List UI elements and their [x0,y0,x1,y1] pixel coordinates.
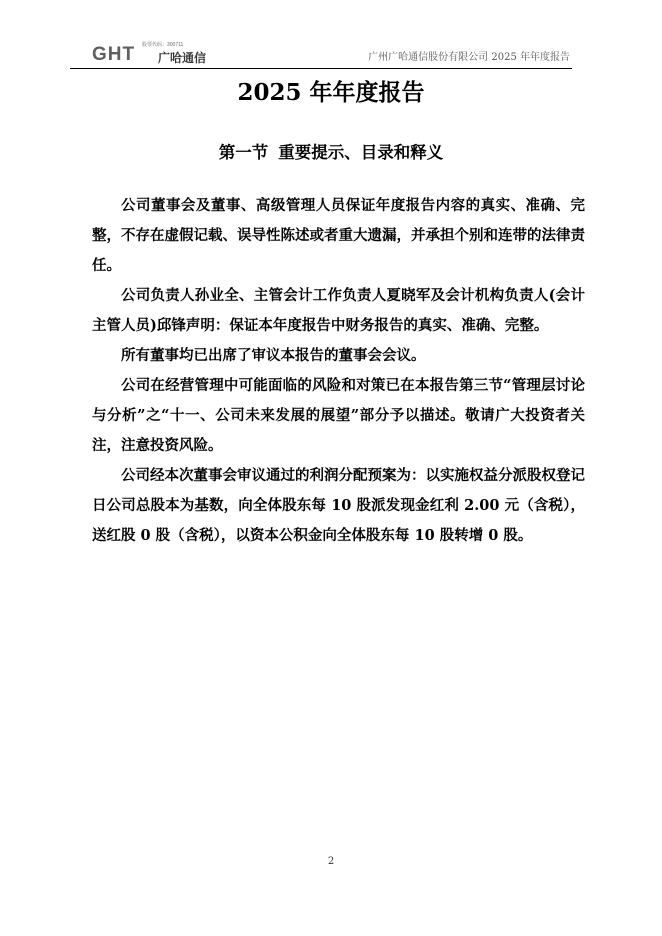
paragraph-risk-notice: 公司在经营管理中可能面临的风险和对策已在本报告第三节“管理层讨论与分析”之“十一、公司未来发展的展望”部分予以描述。敬请广大投资者关注，注意投资风险。 [92,377,585,454]
header-divider [70,68,572,69]
page-header [70,40,572,70]
section-number: 第一节 [218,143,269,162]
logo-letters: GHT [92,44,136,65]
document-body [92,191,585,551]
logo-stock-code: 股票代码：300711 [142,42,184,48]
paragraph-attendance: 所有董事均已出席了审议本报告的董事会会议。 [121,347,426,364]
page-number: 2 [327,856,335,867]
paragraph-profit-distribution: 公司经本次董事会审议通过的利润分配预案为：以实施权益分派股权登记日公司总股本为基数，向全体股东每 10 股派发现金红利 2.00 元（含税），送红股 0 股（含税），以资本公积金向全体股东每 10 股转增 0 股。 [92,467,585,544]
paragraph-board-guarantee: 公司董事会及董事、高级管理人员保证年度报告内容的真实、准确、完整，不存在虚假记载、误导性陈述或者重大遗漏，并承担个别和连带的法律责任。 [92,197,585,274]
section-name: 重要提示、目录和释义 [278,143,444,162]
company-logo [92,42,222,68]
header-report-title: 广州广哈通信股份有限公司 2025 年年度报告 [368,52,570,63]
document-title: 2025 年年度报告 [237,79,425,106]
paragraph-responsible-persons: 公司负责人孙业全、主管会计工作负责人夏晓军及会计机构负责人(会计主管人员)邱锋声明：保证本年度报告中财务报告的真实、准确、完整。 [92,287,585,334]
section-heading [0,141,662,165]
logo-company-name: 广哈通信 [158,51,207,65]
